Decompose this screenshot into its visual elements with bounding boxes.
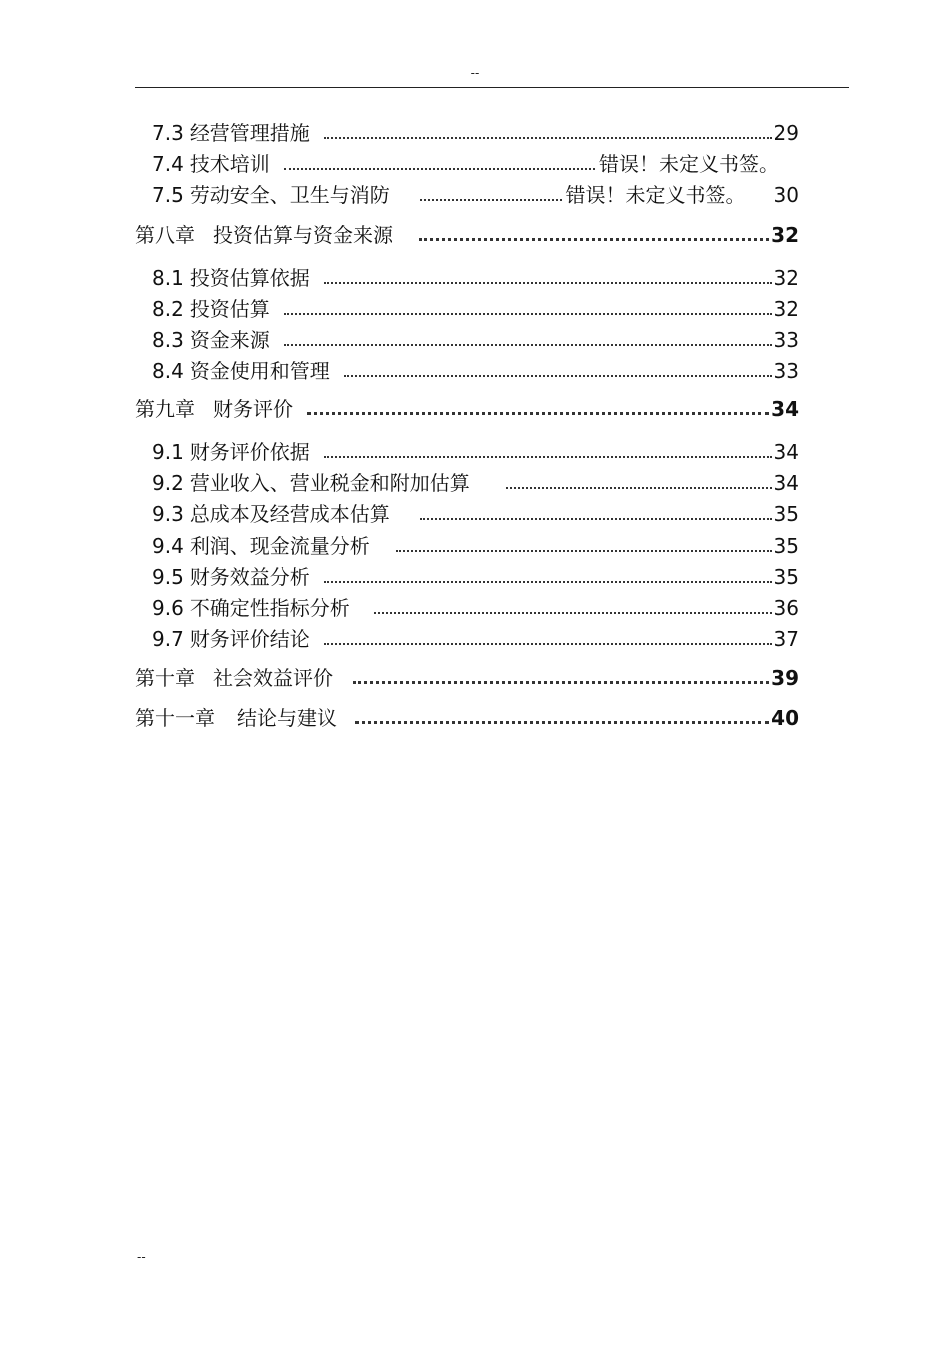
toc-entry-number: 9.2 bbox=[152, 471, 184, 495]
toc-chapter-number: 第十章 bbox=[135, 666, 195, 690]
toc-chapter-11[interactable] bbox=[135, 703, 799, 731]
toc-entry-title: 财务评价依据 bbox=[189, 440, 310, 464]
toc-chapter-title: 投资估算与资金来源 bbox=[213, 223, 393, 247]
toc-leader-dots bbox=[284, 344, 772, 346]
toc-chapter-8[interactable] bbox=[135, 220, 799, 248]
header-rule bbox=[135, 87, 849, 88]
toc-entry-title: 投资估算 bbox=[189, 297, 270, 321]
toc-chapter-title: 财务评价 bbox=[213, 397, 293, 421]
toc-leader-dots bbox=[374, 612, 772, 614]
toc-chapter-page: 32 bbox=[771, 223, 799, 247]
toc-entry-number: 9.3 bbox=[152, 502, 184, 526]
toc-leader-dots bbox=[355, 721, 769, 724]
toc-leader-dots bbox=[307, 412, 769, 415]
toc-leader-dots bbox=[396, 550, 772, 552]
toc-leader-dots bbox=[324, 137, 772, 139]
toc-entry-page: 34 bbox=[773, 440, 799, 464]
toc-entry-number: 8.2 bbox=[152, 297, 184, 321]
toc-entry-page: 36 bbox=[773, 596, 799, 620]
toc-entry-9-1[interactable] bbox=[152, 437, 799, 465]
toc-leader-dots bbox=[324, 643, 772, 645]
toc-entry-number: 7.5 bbox=[152, 183, 184, 207]
toc-entry-number: 7.4 bbox=[152, 152, 184, 176]
toc-entry-7-5[interactable] bbox=[152, 180, 799, 208]
toc-leader-dots bbox=[324, 456, 772, 458]
toc-entry-7-4[interactable] bbox=[152, 149, 799, 177]
toc-chapter-page: 40 bbox=[771, 706, 799, 730]
toc-entry-page: 33 bbox=[773, 359, 799, 383]
toc-chapter-9[interactable] bbox=[135, 394, 799, 422]
toc-leader-dots bbox=[344, 375, 772, 377]
toc-entry-number: 9.1 bbox=[152, 440, 184, 464]
toc-entry-9-5[interactable] bbox=[152, 562, 799, 590]
toc-entry-title: 资金使用和管理 bbox=[189, 359, 330, 383]
toc-leader-dots bbox=[284, 313, 772, 315]
toc-leader-dots bbox=[420, 199, 562, 201]
toc-entry-number: 8.3 bbox=[152, 328, 184, 352]
toc-entry-8-3[interactable] bbox=[152, 325, 799, 353]
toc-entry-title: 技术培训 bbox=[189, 152, 270, 176]
toc-leader-dots bbox=[506, 487, 772, 489]
toc-entry-8-2[interactable] bbox=[152, 294, 799, 322]
toc-chapter-number: 第八章 bbox=[135, 223, 195, 247]
toc-entry-7-3[interactable] bbox=[152, 118, 799, 146]
page-header-mark: -- bbox=[470, 66, 480, 80]
toc-entry-page: 37 bbox=[773, 627, 799, 651]
toc-entry-page: 35 bbox=[773, 565, 799, 589]
toc-entry-title: 投资估算依据 bbox=[189, 266, 310, 290]
toc-entry-page: 35 bbox=[773, 502, 799, 526]
toc-entry-number: 9.4 bbox=[152, 534, 184, 558]
toc-entry-9-6[interactable] bbox=[152, 593, 799, 621]
toc-entry-9-3[interactable] bbox=[152, 499, 799, 527]
toc-leader-dots bbox=[284, 168, 595, 170]
toc-entry-title: 营业收入、营业税金和附加估算 bbox=[189, 471, 470, 495]
toc-entry-title: 经营管理措施 bbox=[189, 121, 310, 145]
toc-entry-8-4[interactable] bbox=[152, 356, 799, 384]
page-footer-mark: -- bbox=[137, 1250, 146, 1264]
toc-chapter-10[interactable] bbox=[135, 663, 799, 691]
toc-leader-dots bbox=[419, 238, 769, 241]
toc-entry-9-7[interactable] bbox=[152, 624, 799, 652]
toc-entry-title: 劳动安全、卫生与消防 bbox=[189, 183, 390, 207]
toc-leader-dots bbox=[353, 681, 769, 684]
toc-entry-title: 利润、现金流量分析 bbox=[189, 534, 370, 558]
toc-entry-number: 9.7 bbox=[152, 627, 184, 651]
toc-bookmark-error: 错误！未定义书签。 bbox=[599, 152, 779, 176]
toc-entry-9-4[interactable] bbox=[152, 531, 799, 559]
toc-leader-dots bbox=[420, 518, 772, 520]
toc-entry-number: 8.4 bbox=[152, 359, 184, 383]
toc-entry-title: 总成本及经营成本估算 bbox=[189, 502, 390, 526]
toc-chapter-page: 39 bbox=[771, 666, 799, 690]
toc-chapter-page: 34 bbox=[771, 397, 799, 421]
toc-entry-page: 32 bbox=[773, 266, 799, 290]
toc-entry-number: 9.6 bbox=[152, 596, 184, 620]
toc-entry-number: 9.5 bbox=[152, 565, 184, 589]
toc-entry-title: 财务效益分析 bbox=[189, 565, 310, 589]
toc-leader-dots bbox=[324, 282, 772, 284]
toc-chapter-title: 社会效益评价 bbox=[213, 666, 333, 690]
toc-entry-title: 资金来源 bbox=[189, 328, 270, 352]
toc-entry-title: 不确定性指标分析 bbox=[189, 596, 350, 620]
toc-entry-number: 7.3 bbox=[152, 121, 184, 145]
toc-entry-title: 财务评价结论 bbox=[189, 627, 310, 651]
toc-entry-page: 35 bbox=[773, 534, 799, 558]
toc-chapter-number: 第九章 bbox=[135, 397, 195, 421]
toc-leader-dots bbox=[324, 581, 772, 583]
toc-entry-number: 8.1 bbox=[152, 266, 184, 290]
toc-entry-page: 34 bbox=[773, 471, 799, 495]
toc-chapter-number: 第十一章 bbox=[135, 706, 215, 730]
toc-bookmark-error: 错误！未定义书签。 bbox=[565, 183, 746, 207]
toc-entry-page: 29 bbox=[773, 121, 799, 145]
toc-entry-page: 32 bbox=[773, 297, 799, 321]
toc-entry-8-1[interactable] bbox=[152, 263, 799, 291]
toc-chapter-title: 结论与建议 bbox=[237, 706, 337, 730]
toc-entry-page: 33 bbox=[773, 328, 799, 352]
toc-entry-page: 30 bbox=[773, 183, 799, 207]
toc-entry-9-2[interactable] bbox=[152, 468, 799, 496]
